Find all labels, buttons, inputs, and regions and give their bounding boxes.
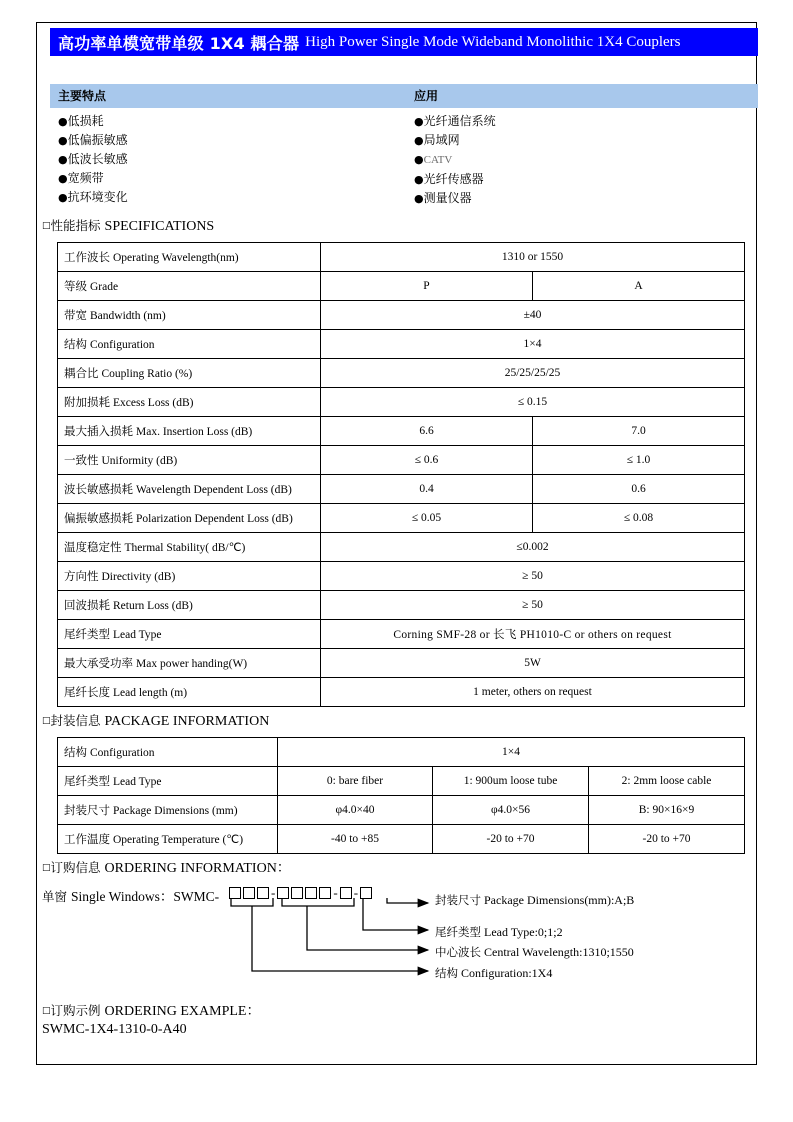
package-heading-chinese: 封装信息 [50,713,101,728]
row-label: 偏振敏感损耗 Polarization Dependent Loss (dB) [58,504,321,533]
list-item [58,112,128,131]
row-value: ≥ 50 [321,591,745,620]
application-label: 光纤传感器 [423,172,484,186]
code-separator: - [353,885,359,900]
feature-label: 低偏振敏感 [67,133,128,147]
table-row [58,738,745,767]
row-value-p: ≤ 0.6 [321,446,533,475]
table-row [58,475,745,504]
row-value-col2: 1: 900um loose tube [433,767,589,796]
row-value-grade-p: P [321,272,533,301]
label-package-dimensions: 封装尺寸 Package Dimensions(mm):A;B [435,893,635,907]
specifications-heading-chinese: 性能指标 [50,218,101,233]
label-lead-type: 尾纤类型 Lead Type:0;1;2 [435,925,563,939]
bullet-icon: ● [414,173,424,186]
example-heading-english: ORDERING EXAMPLE： [104,1004,261,1019]
row-value-col3: -20 to +70 [589,825,745,854]
list-item [58,169,128,188]
table-row [58,562,745,591]
list-item [414,150,496,170]
feature-label: 低波长敏感 [67,152,128,166]
page-title-chinese: 高功率单模宽带单级 1X4 耦合器 [58,33,300,53]
row-value: 1×4 [278,738,745,767]
row-value-col3: 2: 2mm loose cable [589,767,745,796]
table-row [58,272,745,301]
table-row [58,533,745,562]
row-value: 5W [321,649,745,678]
row-value-col1: 0: bare fiber [278,767,433,796]
row-label: 封装尺寸 Package Dimensions (mm) [58,796,278,825]
row-label: 温度稳定性 Thermal Stability( dB/℃) [58,533,321,562]
row-label: 最大插入损耗 Max. Insertion Loss (dB) [58,417,321,446]
row-label: 耦合比 Coupling Ratio (%) [58,359,321,388]
row-label: 波长敏感损耗 Wavelength Dependent Loss (dB) [58,475,321,504]
row-label: 结构 Configuration [58,738,278,767]
application-label: CATV [423,154,453,166]
list-item [414,170,496,189]
row-label: 工作波长 Operating Wavelength(nm) [58,243,321,272]
package-heading-english: PACKAGE INFORMATION [104,714,270,729]
row-value-p: ≤ 0.05 [321,504,533,533]
application-label: 光纤通信系统 [423,114,496,128]
square-marker-icon: □ [42,863,51,873]
table-row [58,504,745,533]
row-value: ≤ 0.15 [321,388,745,417]
row-value: ≥ 50 [321,562,745,591]
row-value-p: 0.4 [321,475,533,504]
example-part-number: SWMC-1X4-1310-0-A40 [42,1022,187,1037]
row-value: 25/25/25/25 [321,359,745,388]
label-central-wavelength: 中心波长 Central Wavelength:1310;1550 [435,945,634,959]
feature-label: 宽频带 [67,171,104,185]
list-item [58,131,128,150]
list-item [58,150,128,169]
bullet-icon: ● [58,191,68,204]
table-row [58,649,745,678]
bullet-icon: ● [58,153,68,166]
row-value-p: 6.6 [321,417,533,446]
features-heading: 主要特点 [58,89,107,103]
row-label: 尾纤长度 Lead length (m) [58,678,321,707]
square-marker-icon: □ [42,221,51,231]
table-row [58,591,745,620]
row-value-col1: φ4.0×40 [278,796,433,825]
applications-list [414,112,496,208]
list-item [58,188,128,207]
specifications-heading-english: SPECIFICATIONS [104,219,215,234]
list-item [414,112,496,131]
leader-lines [42,880,762,995]
row-label: 尾纤类型 Lead Type [58,767,278,796]
row-label: 尾纤类型 Lead Type [58,620,321,649]
page-title-english: High Power Single Mode Wideband Monolithic 1X4 Couplers [305,33,681,50]
row-value: 1×4 [321,330,745,359]
table-row [58,825,745,854]
row-value-col1: -40 to +85 [278,825,433,854]
row-value-col2: -20 to +70 [433,825,589,854]
bullet-icon: ● [58,134,68,147]
row-value-a: 0.6 [533,475,745,504]
table-row [58,388,745,417]
row-label: 一致性 Uniformity (dB) [58,446,321,475]
code-separator: - [271,885,276,900]
row-value-a: 7.0 [533,417,745,446]
row-value: 1 meter, others on request [321,678,745,707]
table-row [58,446,745,475]
feature-label: 低损耗 [67,114,104,128]
table-row [58,796,745,825]
bullet-icon: ● [58,172,68,185]
single-windows-chinese: 单窗 [42,889,68,904]
row-value-a: ≤ 1.0 [533,446,745,475]
ordering-example-heading [42,1000,260,1020]
row-label: 等级 Grade [58,272,321,301]
bullet-icon: ● [414,192,424,205]
row-label: 回波损耗 Return Loss (dB) [58,591,321,620]
list-item [414,131,496,150]
square-marker-icon: □ [42,716,51,726]
bullet-icon: ● [58,115,68,128]
applications-heading: 应用 [414,89,439,103]
bullet-icon: ● [414,115,424,128]
row-value-a: ≤ 0.08 [533,504,745,533]
table-row [58,678,745,707]
bullet-icon: ● [414,153,424,166]
code-separator: - [333,885,338,900]
features-applications-header-band [50,84,758,108]
row-value-col3: B: 90×16×9 [589,796,745,825]
application-label: 局域网 [423,133,460,147]
bullet-icon: ● [414,134,424,147]
table-row [58,301,745,330]
row-value: ≤0.002 [321,533,745,562]
application-label: 测量仪器 [423,191,472,205]
ordering-heading-chinese: 订购信息 [50,860,101,875]
list-item [414,189,496,208]
row-value-col2: φ4.0×56 [433,796,589,825]
label-configuration: 结构 Configuration:1X4 [435,966,553,980]
row-value-lead-type: Corning SMF-28 or 长飞 PH1010-C or others on request [321,620,745,649]
row-value: 1310 or 1550 [321,243,745,272]
single-windows-english: Single Windows：SWMC- [71,889,220,904]
table-row [58,243,745,272]
table-row [58,620,745,649]
specifications-table [57,242,745,707]
ordering-heading-english: ORDERING INFORMATION： [104,861,291,876]
document-title-bar [50,28,758,56]
row-label: 最大承受功率 Max power handing(W) [58,649,321,678]
row-label: 附加损耗 Excess Loss (dB) [58,388,321,417]
package-information-table [57,737,745,854]
row-label: 工作温度 Operating Temperature (℃) [58,825,278,854]
table-row [58,330,745,359]
ordering-information-heading [42,857,291,877]
package-information-heading [42,711,269,730]
table-row [58,417,745,446]
table-row [58,359,745,388]
feature-label: 抗环境变化 [67,190,128,204]
example-heading-chinese: 订购示例 [50,1003,101,1018]
specifications-heading [42,216,214,235]
row-label: 方向性 Directivity (dB) [58,562,321,591]
part-number-diagram [42,880,762,995]
table-row [58,767,745,796]
row-value-grade-a: A [533,272,745,301]
row-value: ±40 [321,301,745,330]
square-marker-icon: □ [42,1006,51,1016]
row-label: 带宽 Bandwidth (nm) [58,301,321,330]
features-list [58,112,128,207]
row-label: 结构 Configuration [58,330,321,359]
